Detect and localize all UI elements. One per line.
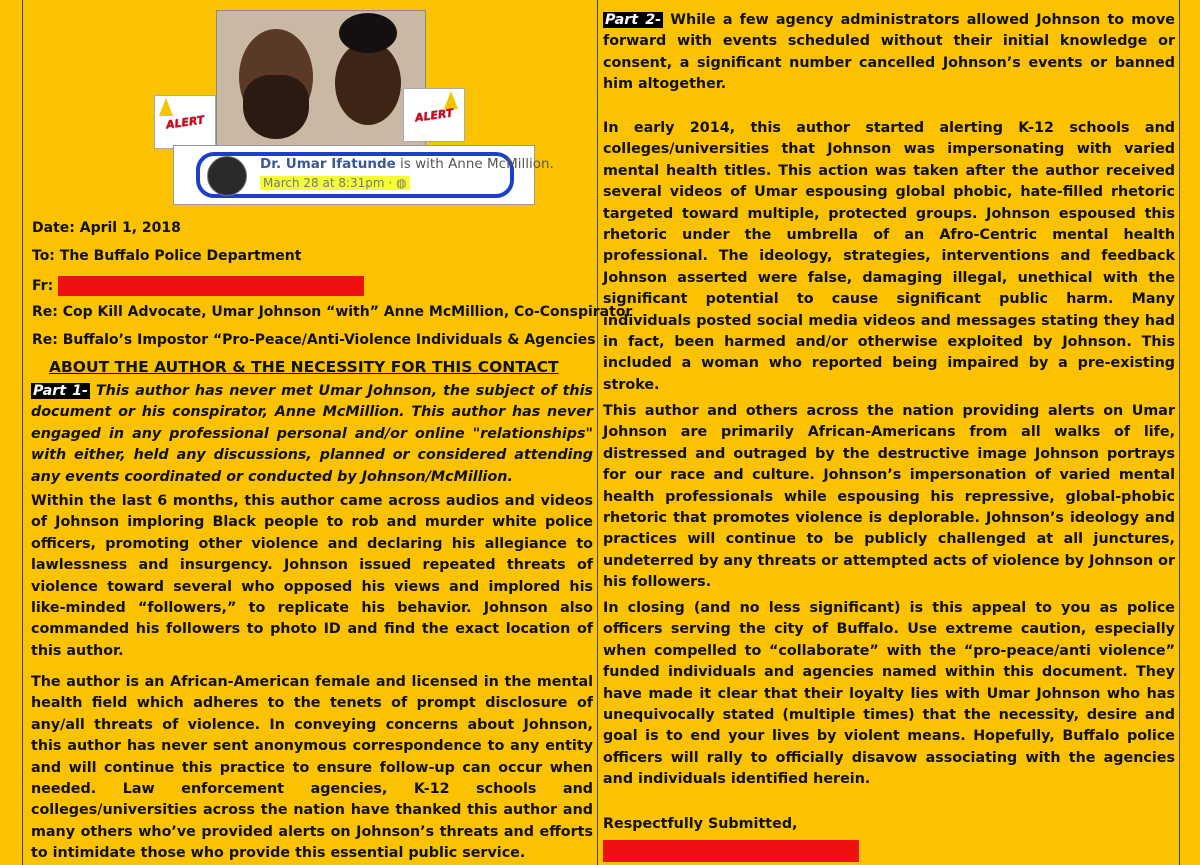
- fb-user-name[interactable]: Dr. Umar Ifatunde: [260, 156, 396, 172]
- part1-label: Part 1-: [33, 383, 88, 399]
- fb-time-text: March 28 at 8:31pm ·: [263, 176, 397, 190]
- part2-paragraph: [603, 10, 1175, 96]
- paragraph-right-2: In early 2014, this author started alerting K-12 schools and colleges/universities that Johnson was impersonating with varied mental health titles. This action was taken after the author received several videos of Umar espousing global phobic, hate-filled rhetoric targeted toward multiple, protected groups. Johnson espoused this rhetoric under the umbrella of an Afro-Centric mental health professional. The ideology, strategies, interventions and feedback Johnson asserted were false, damaging illegal, unethical with the significant potential to cause significant public harm. Many individuals posted social media videos and messages stating they had in fact, been harmed and/or otherwise exploited by Johnson. This included a woman who reported being impaired by a pre-existing stroke.: [603, 120, 1175, 393]
- man-beard-image: [243, 75, 309, 139]
- part1-text: This author has never met Umar Johnson, the subject of this document or his conspirator, Anne McMillion. This author has never engaged in any professional personal and/or online "relationships" with either, held any discussions, planned or considered attending any events coordinated or conducted by Johnson/McMillion.: [31, 383, 593, 485]
- header-photo: [216, 10, 426, 148]
- woman-face-image: [335, 41, 401, 125]
- fb-with-text: is with Anne McMillion.: [395, 156, 554, 172]
- paragraph-left-3: The author is an African-American female and licensed in the mental health field which adheres to the tenets of prompt disclosure of any/all threats of violence. In conveying concerns about Johnson, this author has never sent anonymous correspondence to any entity and will continue this practice to ensure follow-up can occur when needed. Law enforcement agencies, K-12 schools and colleges/universities across the nation have thanked this author and many others who’ve provided alerts on Johnson’s threats and efforts to intimidate those who provide this essential public service.: [31, 674, 593, 862]
- fb-post-header: [260, 156, 554, 172]
- alert-right-text: ALERT: [414, 105, 454, 125]
- re-line-2: Re: Buffalo’s Impostor “Pro-Peace/Anti-Violence Individuals & Agencies: [32, 332, 596, 348]
- re-line-1: Re: Cop Kill Advocate, Umar Johnson “with” Anne McMillion, Co-Conspirator: [32, 304, 633, 320]
- right-column: [598, 0, 1180, 865]
- paragraph-right-4: In closing (and no less significant) is this appeal to you as police officers serving the city of Buffalo. Use extreme caution, especially when compelled to “collaborate” with the “pro-peace/anti violence” funded individuals and agencies named within this document. They have made it clear that their loyalty lies with Umar Johnson who has unequivocally stated (multiple times) that the necessity, desire and goal is to end your lives by violent means. Hopefully, Buffalo police officers will rally to officially disavow associating with the agencies and individuals identified herein.: [603, 600, 1175, 788]
- left-column: [22, 0, 633, 865]
- signature-redaction-bar: [603, 840, 859, 862]
- alert-left-icon: [154, 95, 216, 149]
- paragraph-left-2: Within the last 6 months, this author came across audios and videos of Johnson imploring Black people to rob and murder white police officers, promoting other violence and declaring his allegiance to lawlessness and insurgency. Johnson issued repeated threats of violence toward several who opposed his views and implored his like-minded “followers,” to replicate his behavior. Johnson also commanded his followers to photo ID and find the exact location of this author.: [31, 493, 593, 659]
- alert-right-icon: [403, 88, 465, 142]
- part2-label: Part 2-: [605, 12, 662, 28]
- facebook-post-card: [173, 145, 554, 205]
- woman-hair-image: [339, 13, 397, 53]
- part2-text: While a few agency administrators allowed Johnson to move forward with events scheduled without their initial knowledge or consent, a significant number cancelled Johnson’s events or banned him altogether.: [603, 12, 1175, 93]
- alert-left-text: ALERT: [165, 112, 205, 132]
- fb-timestamp: [260, 176, 410, 190]
- avatar: [207, 156, 247, 196]
- redaction-bar: [58, 276, 364, 296]
- date-line: Date: April 1, 2018: [32, 220, 181, 236]
- lightning-icon: [159, 98, 173, 116]
- part1-paragraph: [31, 381, 593, 488]
- to-line: To: The Buffalo Police Department: [32, 248, 302, 264]
- paragraph-right-3: This author and others across the nation providing alerts on Umar Johnson are primarily African-Americans from all walks of life, distressed and outraged by the destructive image Johnson portrays for our race and culture. Johnson’s impersonation of varied mental health professionals while espousing his repressive, global-phobic rhetoric that promotes violence is deplorable. Johnson’s ideology and practices will continue to be publicly challenged at all junctures, undeterred by any threats or attempted acts of violence by Johnson or his followers.: [603, 403, 1175, 591]
- from-label: Fr:: [32, 278, 54, 294]
- from-line: [32, 276, 364, 296]
- globe-icon: ◍: [396, 176, 407, 190]
- about-heading: ABOUT THE AUTHOR & THE NECESSITY FOR THIS CONTACT: [49, 358, 559, 376]
- closing-line: Respectfully Submitted,: [603, 816, 798, 832]
